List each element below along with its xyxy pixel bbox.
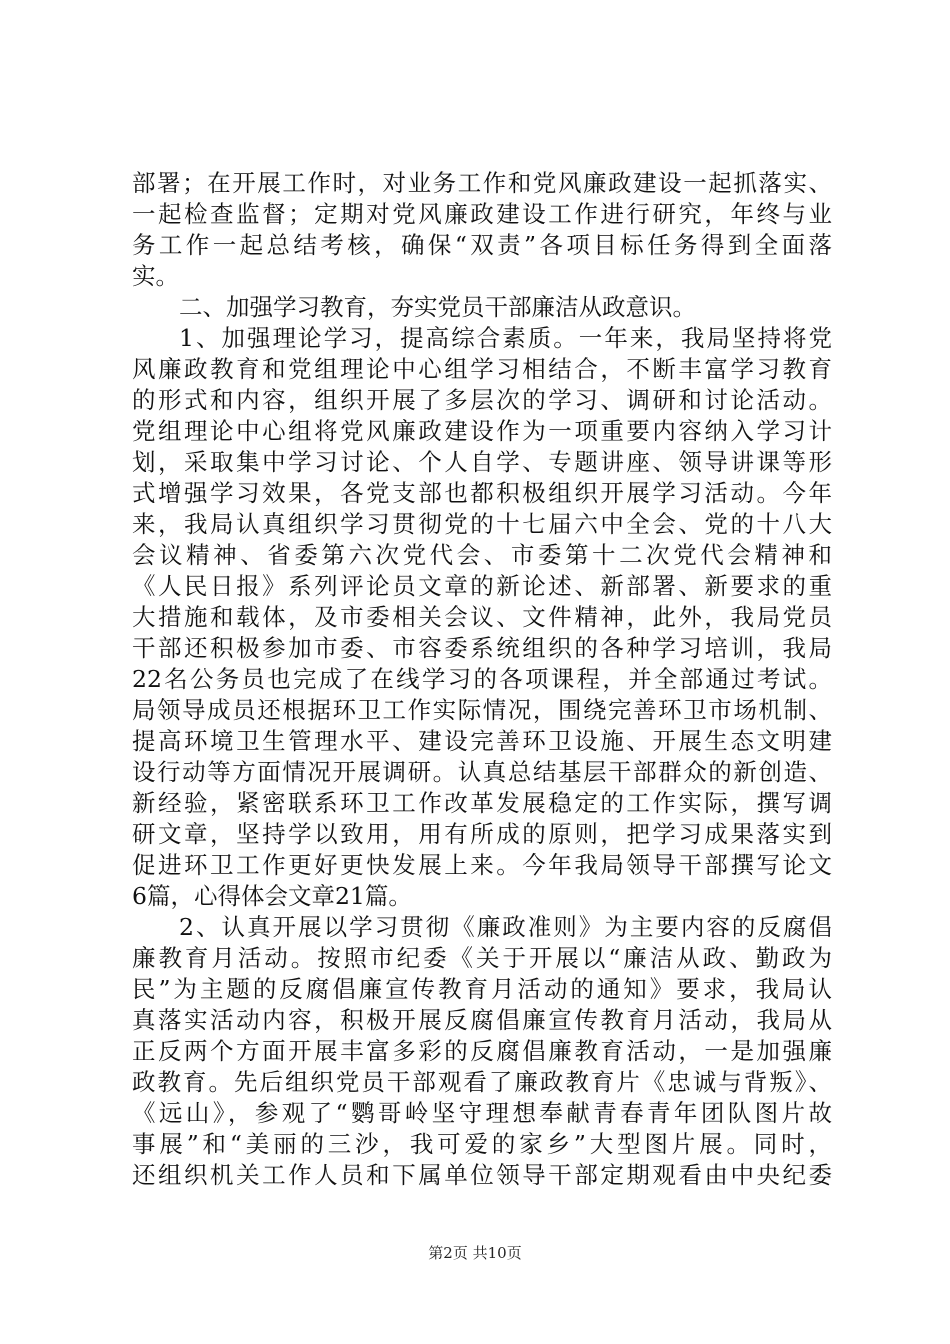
text-line: 促进环卫工作更好更快发展上来。今年我局领导干部撰写论文 (132, 851, 832, 879)
text-line: 《远山》，参观了“鹦哥岭坚守理想奉献青春青年团队图片故 (132, 1099, 832, 1127)
text-line: 真落实活动内容，积极开展反腐倡廉宣传教育月活动，我局从 (132, 1006, 832, 1034)
text-line: 正反两个方面开展丰富多彩的反腐倡廉教育活动，一是加强廉 (132, 1037, 832, 1065)
text-line: 的形式和内容，组织开展了多层次的学习、调研和讨论活动。 (132, 386, 832, 414)
text-line: 事展”和“美丽的三沙，我可爱的家乡”大型图片展。同时， (132, 1130, 832, 1158)
section-heading: 二、加强学习教育，夯实党员干部廉洁从政意识。 (179, 293, 696, 321)
text-line: 1、加强理论学习，提高综合素质。一年来，我局坚持将党 (179, 324, 832, 352)
text-line: 干部还积极参加市委、市容委系统组织的各种学习培训，我局 (132, 634, 832, 662)
text-line: 党组理论中心组将党风廉政建设作为一项重要内容纳入学习计 (132, 417, 832, 445)
text-line: 廉教育月活动。按照市纪委《关于开展以“廉洁从政、勤政为 (132, 944, 832, 972)
text-line: 提高环境卫生管理水平、建设完善环卫设施、开展生态文明建 (132, 727, 832, 755)
text-line: 新经验，紧密联系环卫工作改革发展稳定的工作实际，撰写调 (132, 789, 832, 817)
text-line: 研文章，坚持学以致用，用有所成的原则，把学习成果落实到 (132, 820, 832, 848)
text-line: 务工作一起总结考核，确保“双责”各项目标任务得到全面落 (132, 231, 832, 259)
text-line: 2、认真开展以学习贯彻《廉政准则》为主要内容的反腐倡 (179, 913, 832, 941)
text-line: 式增强学习效果，各党支部也都积极组织开展学习活动。今年 (132, 479, 832, 507)
text-line: 政教育。先后组织党员干部观看了廉政教育片《忠诚与背叛》、 (132, 1068, 832, 1096)
text-line: 22名公务员也完成了在线学习的各项课程，并全部通过考试。 (132, 665, 832, 693)
text-line: 民”为主题的反腐倡廉宣传教育月活动的通知》要求，我局认 (132, 975, 832, 1003)
text-line: 划，采取集中学习讨论、个人自学、专题讲座、领导讲课等形 (132, 448, 832, 476)
document-body (132, 168, 832, 1191)
text-line: 大措施和载体，及市委相关会议、文件精神，此外，我局党员 (132, 603, 832, 631)
text-line: 一起检查监督；定期对党风廉政建设工作进行研究，年终与业 (132, 200, 832, 228)
text-line: 6篇，心得体会文章21篇。 (132, 882, 412, 910)
text-line: 还组织机关工作人员和下属单位领导干部定期观看由中央纪委 (132, 1161, 832, 1189)
text-line: 部署；在开展工作时，对业务工作和党风廉政建设一起抓落实、 (132, 169, 832, 197)
page-number-footer: 第2页 共10页 (428, 1244, 522, 1262)
text-line: 风廉政教育和党组理论中心组学习相结合，不断丰富学习教育 (132, 355, 832, 383)
text-line: 设行动等方面情况开展调研。认真总结基层干部群众的新创造、 (132, 758, 832, 786)
text-line: 来，我局认真组织学习贯彻党的十七届六中全会、党的十八大 (132, 510, 832, 538)
text-line: 局领导成员还根据环卫工作实际情况，围绕完善环卫市场机制、 (132, 696, 832, 724)
text-line: 《人民日报》系列评论员文章的新论述、新部署、新要求的重 (132, 572, 832, 600)
text-line: 实。 (132, 262, 179, 290)
text-line: 会议精神、省委第六次党代会、市委第十二次党代会精神和 (132, 541, 832, 569)
